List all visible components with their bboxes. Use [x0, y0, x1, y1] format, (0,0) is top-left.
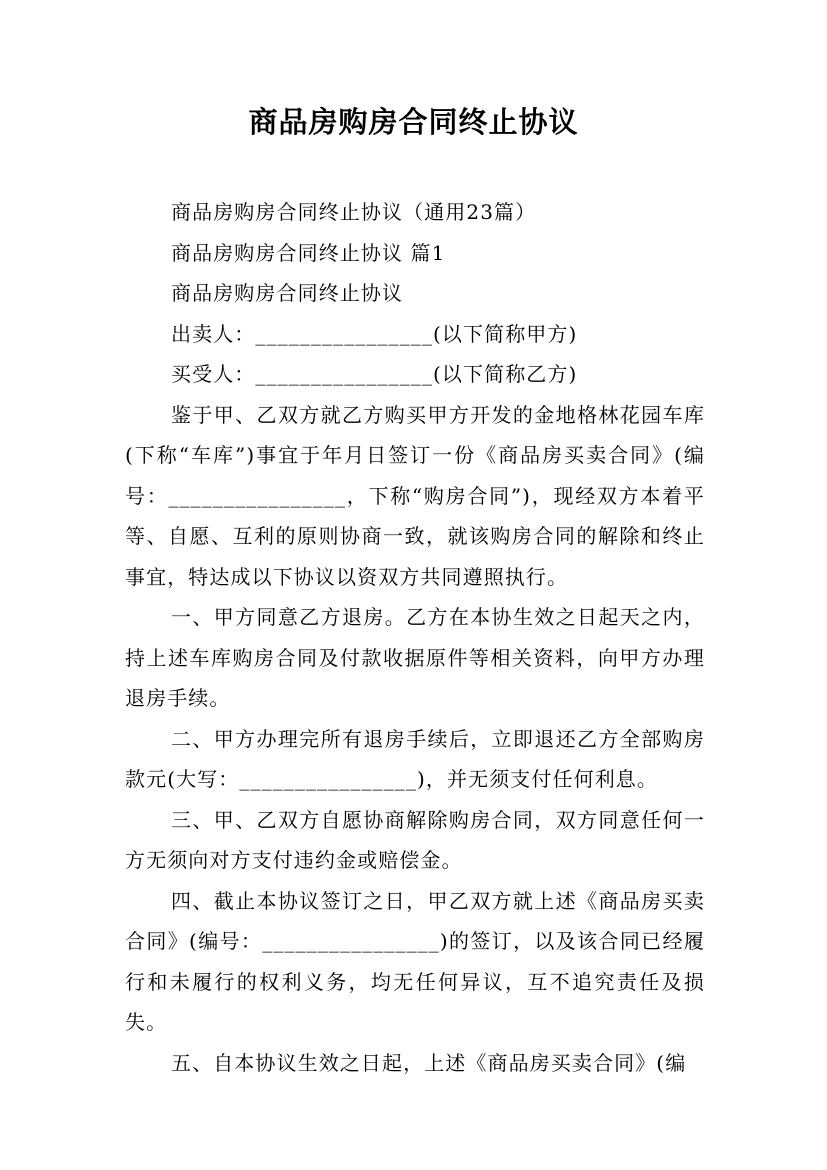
clause-5-paragraph: 五、自本协议生效之日起，上述《商品房买卖合同》(编 — [171, 1050, 687, 1075]
clause-1-paragraph: 一、甲方同意乙方退房。乙方在本协生效之日起天之内，持上述车库购房合同及付款收据原件等相关资料，向甲方办理退房手续。 — [125, 605, 705, 710]
document-body — [125, 192, 705, 1083]
buyer-line: 买受人：________________(以下简称乙方) — [171, 362, 578, 386]
subtitle-line: 商品房购房合同终止协议（通用23篇） — [171, 200, 537, 224]
agreement-name-line: 商品房购房合同终止协议 — [171, 281, 404, 305]
clause-3-paragraph: 三、甲、乙双方自愿协商解除购房合同，双方同意任何一方无须向对方支付违约金或赔偿金。 — [125, 807, 705, 872]
document-title: 商品房购房合同终止协议 — [248, 105, 579, 139]
clause-4-paragraph: 四、截止本协议签订之日，甲乙双方就上述《商品房买卖合同》(编号：________________)的签订，以及该合同已经履行和未履行的权利义务，均无任何异议，互不追究责任及损失。 — [125, 888, 705, 1034]
clause-2-paragraph: 二、甲方办理完所有退房手续后，立即退还乙方全部购房款元(大写：________________)，并无须支付任何利息。 — [125, 726, 705, 791]
preamble-paragraph: 鉴于甲、乙双方就乙方购买甲方开发的金地格林花园车库(下称“车库”)事宜于年月日签订一份《商品房买卖合同》(编号：________________，下称“购房合同”)，现经双方本着平等、自愿、互利的原则协商一致，就该购房合同的解除和终止事宜，特达成以下协议以资双方共同遵照执行。 — [125, 402, 705, 589]
seller-line: 出卖人：________________(以下简称甲方) — [171, 321, 578, 346]
section-heading: 商品房购房合同终止协议 篇1 — [171, 240, 446, 265]
